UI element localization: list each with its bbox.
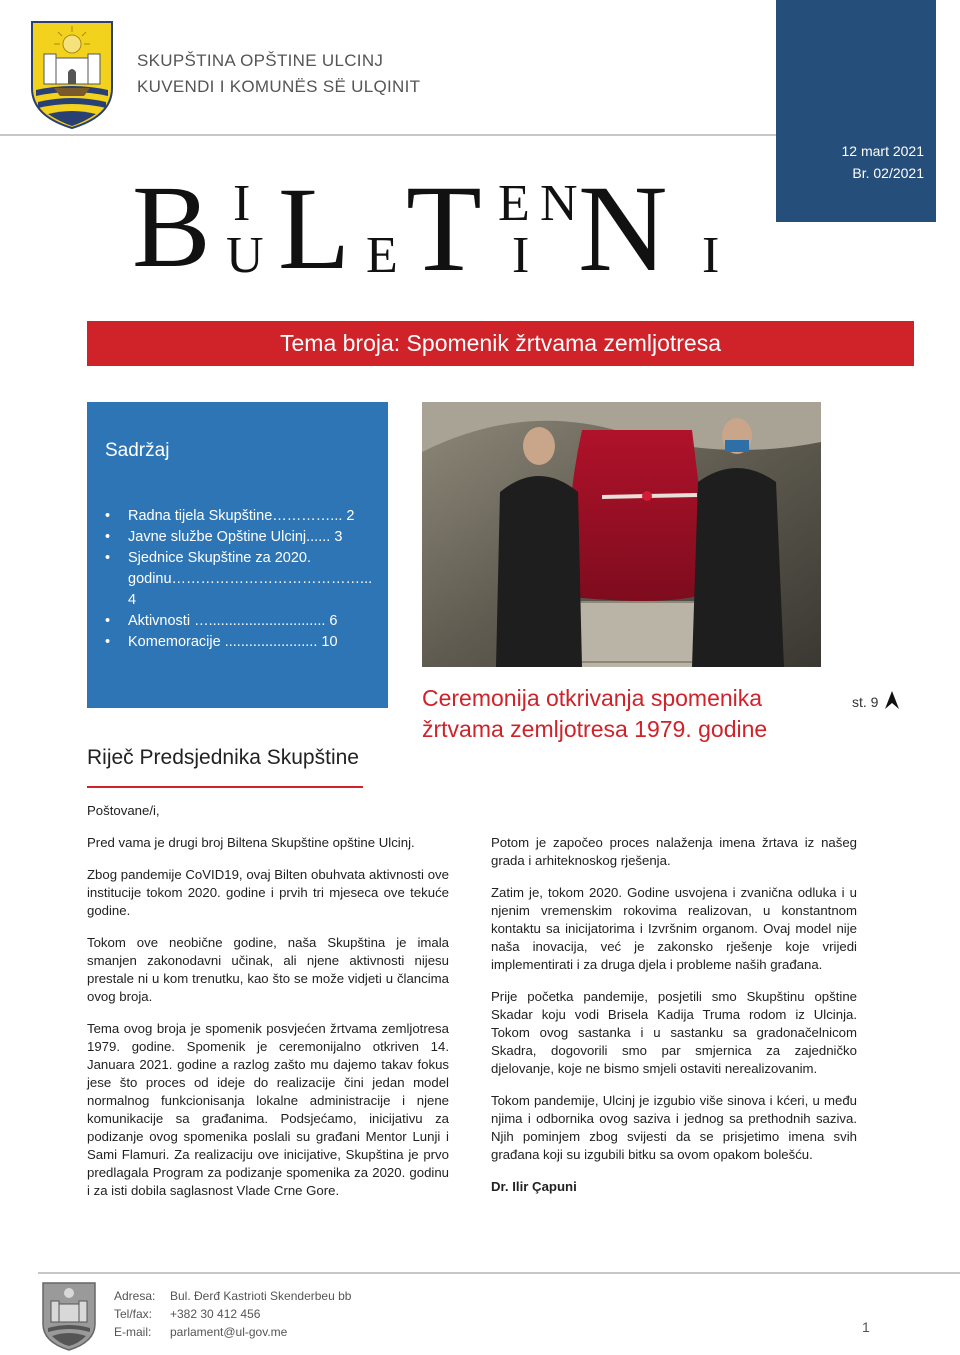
paragraph: Pred vama je drugi broj Biltena Skupštine opštine Ulcinj.: [87, 835, 415, 850]
toc-item[interactable]: • Radna tijela Skupštine…………... 2: [105, 508, 355, 524]
toc-title: Sadržaj: [105, 440, 170, 461]
masthead-letter: N: [578, 160, 668, 290]
paragraph: Tokom ove neobične godine, naša Skupština je imala smanjen zakonodavni učinak, ali njene aktivnosti nijesu prestale ni u kom trenutku, kao što se može vidjeti u člancima ovog broja.: [87, 935, 449, 1004]
footer-address: Bul. Đerđ Kastrioti Skenderbeu bb: [170, 1289, 352, 1303]
org-name-serbian: SKUPŠTINA OPŠTINE ULCINJ: [137, 51, 384, 70]
masthead-letter: E: [498, 175, 530, 232]
page-number: 1: [862, 1319, 870, 1335]
masthead-letter: B: [132, 161, 211, 290]
footer-email-link[interactable]: parlament@ul-gov.me: [170, 1325, 288, 1339]
theme-banner: Tema broja: Spomenik žrtvama zemljotresa: [87, 321, 914, 366]
footer-phone[interactable]: +382 30 412 456: [170, 1307, 261, 1321]
toc-item[interactable]: • Javne službe Opštine Ulcinj...... 3: [105, 529, 343, 545]
paragraph: Zatim je, tokom 2020. Godine usvojena i zvanična odluka i u njenim vremenskim rokovima realizovan, u konstantnom kontaktu sa inicijatorima i Izvršnim organom. Ovaj model nije naša inovacija, već je zakonsko rješenje koje vrijedi implementirati i za druga djela i probleme naših građana.: [491, 885, 857, 972]
masthead-letter: I: [702, 227, 720, 284]
org-name-albanian: KUVENDI I KOMUNËS SË ULQINIT: [137, 77, 421, 96]
footer-contact-info: Adresa: Bul. Đerđ Kastrioti Skenderbeu bb Tel/fax: +382 30 412 456 E-mail: parlament@ul-gov.me: [114, 1289, 352, 1339]
header-divider: [0, 134, 776, 136]
organization-name: [137, 48, 420, 100]
paragraph: Poštovane/i,: [87, 803, 160, 818]
municipality-crest: [28, 18, 116, 130]
issue-date: 12 mart 2021: [841, 143, 924, 159]
toc-item[interactable]: • Aktivnosti …............................. 6: [105, 613, 338, 629]
ceremony-photo: [422, 402, 821, 667]
arrow-up-icon: [884, 690, 900, 713]
issue-info-box: [776, 0, 936, 222]
photo-caption: Ceremonija otkrivanja spomenika žrtvama zemljotresa 1979. godine: [422, 685, 768, 742]
paragraph: Prije početka pandemije, posjetili smo Skupštinu opštine Skadar koju vodi Brisela Kadija Truma rodom iz Ulcinja. Tokom ovog sastanka i u sastanku sa gradonačelnicom Skadra, dogovorili smo par smjernica za zajedničko djelovanje, koje ne bismo smjeli ostaviti nerealizovanim.: [491, 989, 857, 1076]
masthead-letter: L: [278, 163, 351, 290]
issue-number: Br. 02/2021: [852, 165, 924, 181]
page-reference[interactable]: st. 9: [852, 690, 900, 713]
masthead-letter: T: [406, 160, 482, 290]
paragraph: Zbog pandemije CoVID19, ovaj Bilten obuhvata aktivnosti ove institucije tokom 2020. godine i prvih tri mjeseca ove tekuće godine.: [87, 867, 449, 918]
toc-item[interactable]: • Sjednice Skupštine za 2020. godinu…………………………………... 4: [105, 550, 373, 608]
masthead-title: [128, 160, 748, 290]
paragraph: Tokom pandemije, Ulcinj je izgubio više sinova i kćeri, u među njima i odbornika ovog saziva i jednog sa prethodnih saziva. Njih pominjem zbog svijesti da se prisjetimo imena svih građana koji su izgubili bitku sa ovom opakom bolešću.: [491, 1093, 857, 1162]
masthead-letter: E: [366, 227, 398, 284]
paragraph: Potom je započeo proces nalaženja imena žrtava iz našeg grada i arhiteknoskog rješenja.: [491, 835, 857, 868]
masthead-letter: I: [233, 175, 251, 232]
footer-crest-icon: [40, 1280, 98, 1352]
title-underline: [87, 786, 363, 788]
masthead-letter: I: [512, 227, 530, 284]
paragraph: Tema ovog broja je spomenik posvjećen žrtvama zemljotresa 1979. godine. Spomenik je ceremonijalno otkriven 14. Januara 2021. godine a razlog zašto mu dajemo takav fokus jese što proces od ideje do realizacije čini jedan model normalnog funkcionisanja lokalne administracije i njene komunikacije sa građanima. Podsjećamo, inicijativu za podizanje ovog spomenika poslali su građani Mentor Lunji i Sami Flamuri. Za realizaciju ove inicijative, Skupština je prvo predlagala Program za podizanje spomenika za 2020. godinu i za isti dobila saglasnost Vlade Crne Gore.: [87, 1021, 449, 1198]
article-column-right: [491, 834, 857, 1210]
masthead-letter: U: [226, 227, 264, 284]
article-title: Riječ Predsjednika Skupštine: [87, 746, 359, 769]
article-column-left: [87, 802, 449, 1214]
toc-item[interactable]: • Komemoracije ....................... 10: [105, 634, 338, 650]
footer-divider: [38, 1272, 960, 1274]
author-signature: Dr. Ilir Çapuni: [491, 1179, 577, 1194]
table-of-contents: [87, 402, 388, 708]
masthead-letter: N: [540, 175, 578, 232]
